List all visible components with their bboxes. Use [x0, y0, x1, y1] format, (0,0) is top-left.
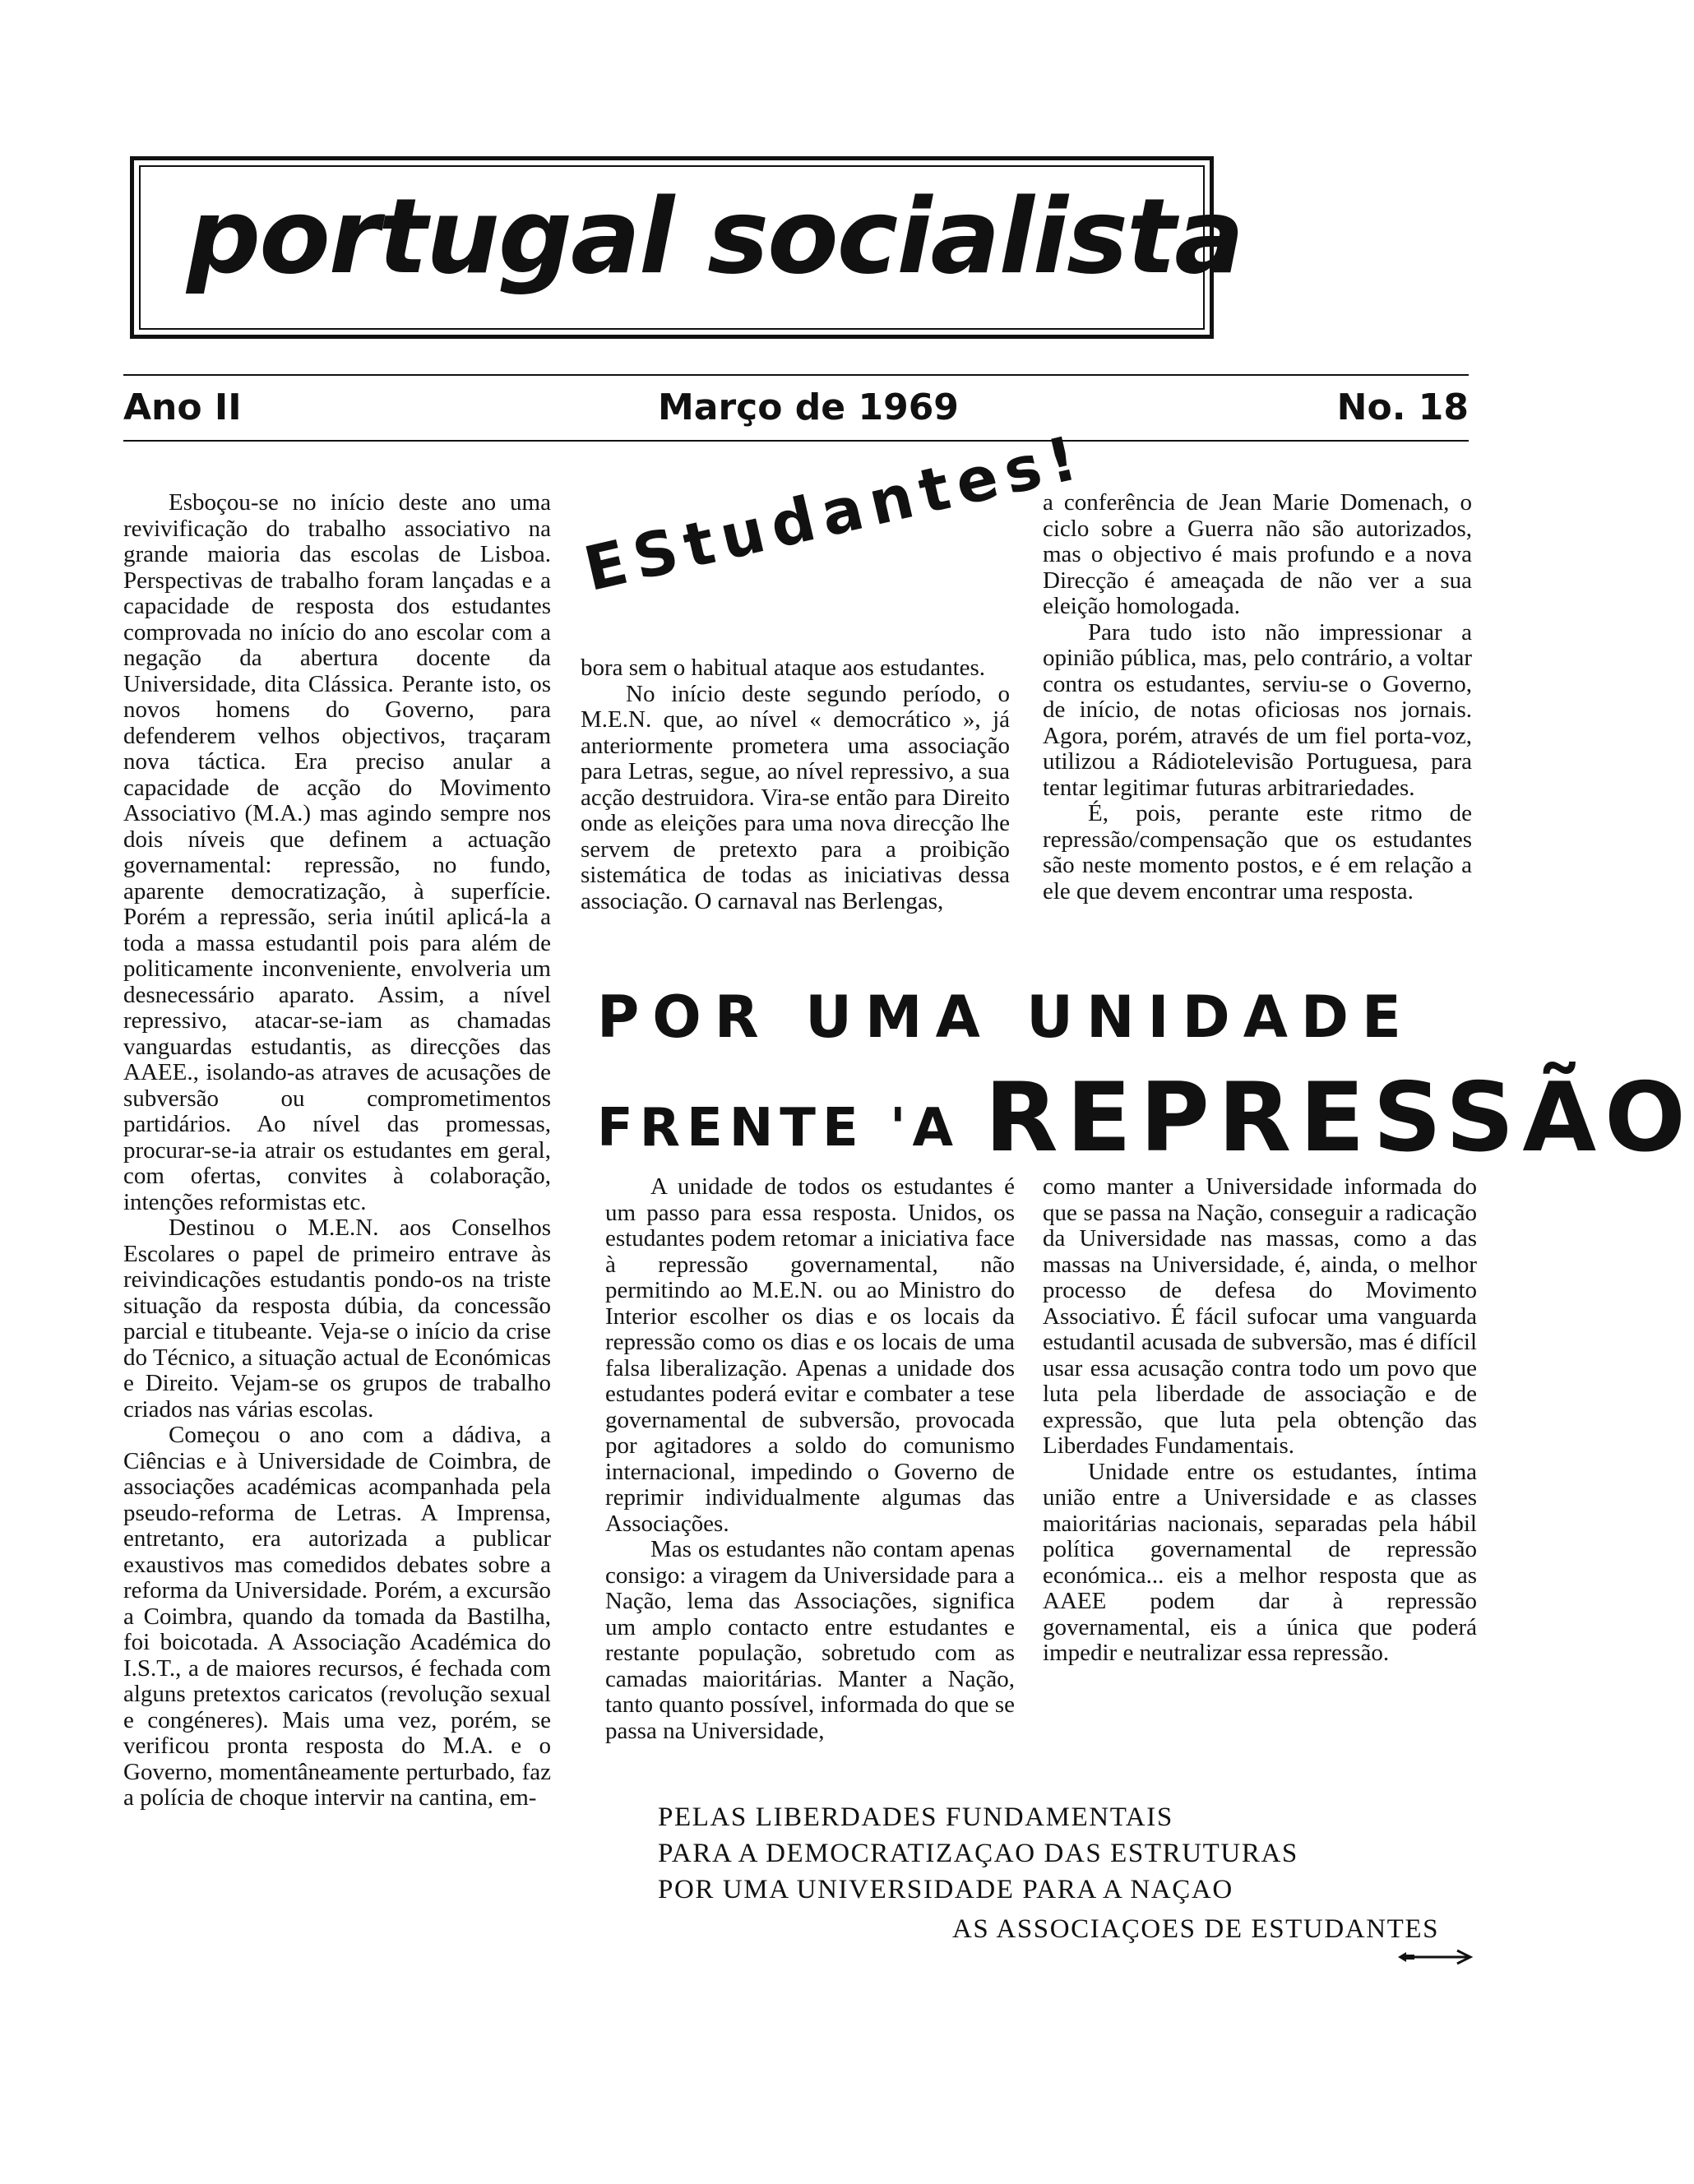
paragraph: Unidade entre os estudantes, íntima união entre a Universidade e as classes maioritárias nacionais, separadas pela hábil política governamental de repressão económica... eis a melhor resposta que as AAEE podem dar à repressão governamental, eis a única que poderá impedir e neutralizar essa repressão. — [1043, 1458, 1477, 1666]
headline-repression: REPRESSÃO — [984, 1062, 1694, 1173]
slogan: PELAS LIBERDADES FUNDAMENTAIS — [658, 1802, 1173, 1832]
slogan: POR UMA UNIVERSIDADE PARA A NAÇAO — [658, 1875, 1233, 1904]
slogan: PARA A DEMOCRATIZAÇAO DAS ESTRUTURAS — [658, 1839, 1298, 1868]
signature: AS ASSOCIAÇOES DE ESTUDANTES — [952, 1914, 1440, 1944]
article-column-1 — [123, 490, 551, 2015]
paragraph: Mas os estudantes não contam apenas consigo: a viragem da Universidade para a Nação, lema das Associações, significa um amplo contacto entre estudantes e restante população, sobretudo com as camadas maioritárias. Manter a Nação, tanto quanto possível, informada do que se passa na Universidade, — [605, 1536, 1015, 1744]
headline-front: FRENTE 'A — [597, 1098, 960, 1159]
paragraph: Começou o ano com a dádiva, a Ciências e à Universidade de Coimbra, de associações académicas acompanhada pela pseudo-reforma de Letras. A Imprensa, entretanto, era autorizada a publicar exaustivos mas comedidos debates sobre a reforma da Universidade. Porém, a excursão a Coimbra, quando da tomada da Bastilha, foi boicotada. A Associação Académica do I.S.T., a de maiores recursos, é fechada com alguns pretextos caricatos (revolução sexual e congéneres). Mais uma vez, porém, se verificou pronta resposta do M.A. e o Governo, momentâneamente perturbado, faz a polícia de choque intervir na cantina, em- — [123, 1422, 551, 1811]
headline-repression-line — [597, 1062, 1694, 1173]
issue-date: Março de 1969 — [658, 386, 959, 428]
paragraph: bora sem o habitual ataque aos estudantes. — [581, 655, 986, 681]
paragraph: A unidade de todos os estudantes é um passo para essa resposta. Unidos, os estudantes podem retomar a iniciativa face à repressão governamental, não permitindo ao M.E.N. ou ao Ministro do Interior escolher os dias e os locais da repressão como os dias e os locais de uma falsa liberalização. Apenas a unidade dos estudantes poderá evitar e combater a tese governamental de subversão, provocada por agitadores a soldo do comunismo internacional, impedindo o Governo de reprimir individualmente algumas das Associações. — [605, 1173, 1015, 1537]
paragraph: Esboçou-se no início deste ano uma revivificação do trabalho associativo na grande maioria das escolas de Lisboa. Perspectivas de trabalho foram lançadas e a capacidade de resposta dos estudantes comprovada no início do ano escolar com a negação da abertura docente da Universidade, dita Clássica. Perante isto, os novos homens do Governo, para defenderem velhos objectivos, traçaram nova táctica. Era preciso anular a capacidade de acção do Movimento Associativo (M.A.) mas agindo sempre nos dois níveis que definem a actuação governamental: repressão, no fundo, aparente democratização, à superfície. Porém a repressão, seria inútil aplicá-la a toda a massa estudantil pois para além de politicamente inconveniente, envolveria um desnecessário aparato. Assim, a nível repressivo, atacar-se-iam as chamadas vanguardas estudantis, as direcções das AAEE., isolando-as atraves de acusações de subversão ou comprometimentos partidários. Ao nível das promessas, procurar-se-ia atrair os estudantes em geral, com ofertas, convites à colaboração, intenções reformistas etc. — [123, 489, 551, 1215]
arrow-right-icon — [1398, 1947, 1472, 1967]
masthead-title: portugal socialista — [187, 176, 1243, 297]
article-column-2-bottom — [605, 1174, 1015, 1806]
issue-rule-bottom — [123, 440, 1469, 442]
headline-unity: POR UMA UNIDADE — [597, 983, 1414, 1051]
paragraph: a conferência de Jean Marie Domenach, o ciclo sobre a Guerra não são autorizados, mas o objectivo é mais profundo e a nova Direcção é ameaçada de não ver a sua eleição homologada. — [1043, 489, 1472, 619]
paragraph: É, pois, perante este ritmo de repressão/compensação que os estudantes são neste momento postos, e é em relação a ele que devem encontrar uma resposta. — [1043, 800, 1472, 905]
paragraph: Para tudo isto não impressionar a opinião pública, mas, pelo contrário, a voltar contra os estudantes, serviu-se o Governo, de início, de notas oficiosas nos jornais. Agora, porém, através de um fiel porta-voz, utilizou a Rádiotelevisão Portuguesa, para tentar legitimar futuras arbitrariedades. — [1043, 618, 1472, 801]
masthead — [130, 156, 1243, 339]
article-column-2-top — [581, 655, 1010, 976]
issue-year: Ano II — [123, 386, 242, 428]
paragraph: como manter a Universidade informada do que se passa na Nação, conseguir a radicação da Universidade nas massas, como a das massas na Universidade, é, ainda, o melhor processo de defesa do Movimento Associativo. É fácil sufocar uma vanguarda estudantil acusada de subversão, mas é difícil usar essa acusação contra todo um povo que luta pela liberdade de associação e de expressão, que luta pela obtenção das Liberdades Fundamentais. — [1043, 1173, 1477, 1459]
headline-students: EStudantes! — [577, 421, 1091, 605]
issue-number: No. 18 — [1336, 386, 1469, 428]
issue-rule-top — [123, 374, 1469, 376]
article-column-3-top — [1043, 490, 1472, 977]
article-column-3-bottom — [1043, 1174, 1477, 1793]
paragraph: Destinou o M.E.N. aos Conselhos Escolares o papel de primeiro entrave às reivindicações estudantis pondo-os na triste situação da resposta dúbia, da concessão parcial e titubeante. Veja-se o início da crise do Técnico, a situação actual de Económicas e Direito. Vejam-se os grupos de trabalho criados nas várias escolas. — [123, 1215, 551, 1423]
paragraph: No início deste segundo período, o M.E.N. que, ao nível « democrático », já anteriormente prometera uma associação para Letras, segue, ao nível repressivo, a sua acção destruidora. Vira-se então para Direito onde as eleições para uma nova direcção lhe servem de pretexto para a proibição sistemática de todas as iniciativas dessa associação. O carnaval nas Berlengas, — [581, 680, 1010, 914]
